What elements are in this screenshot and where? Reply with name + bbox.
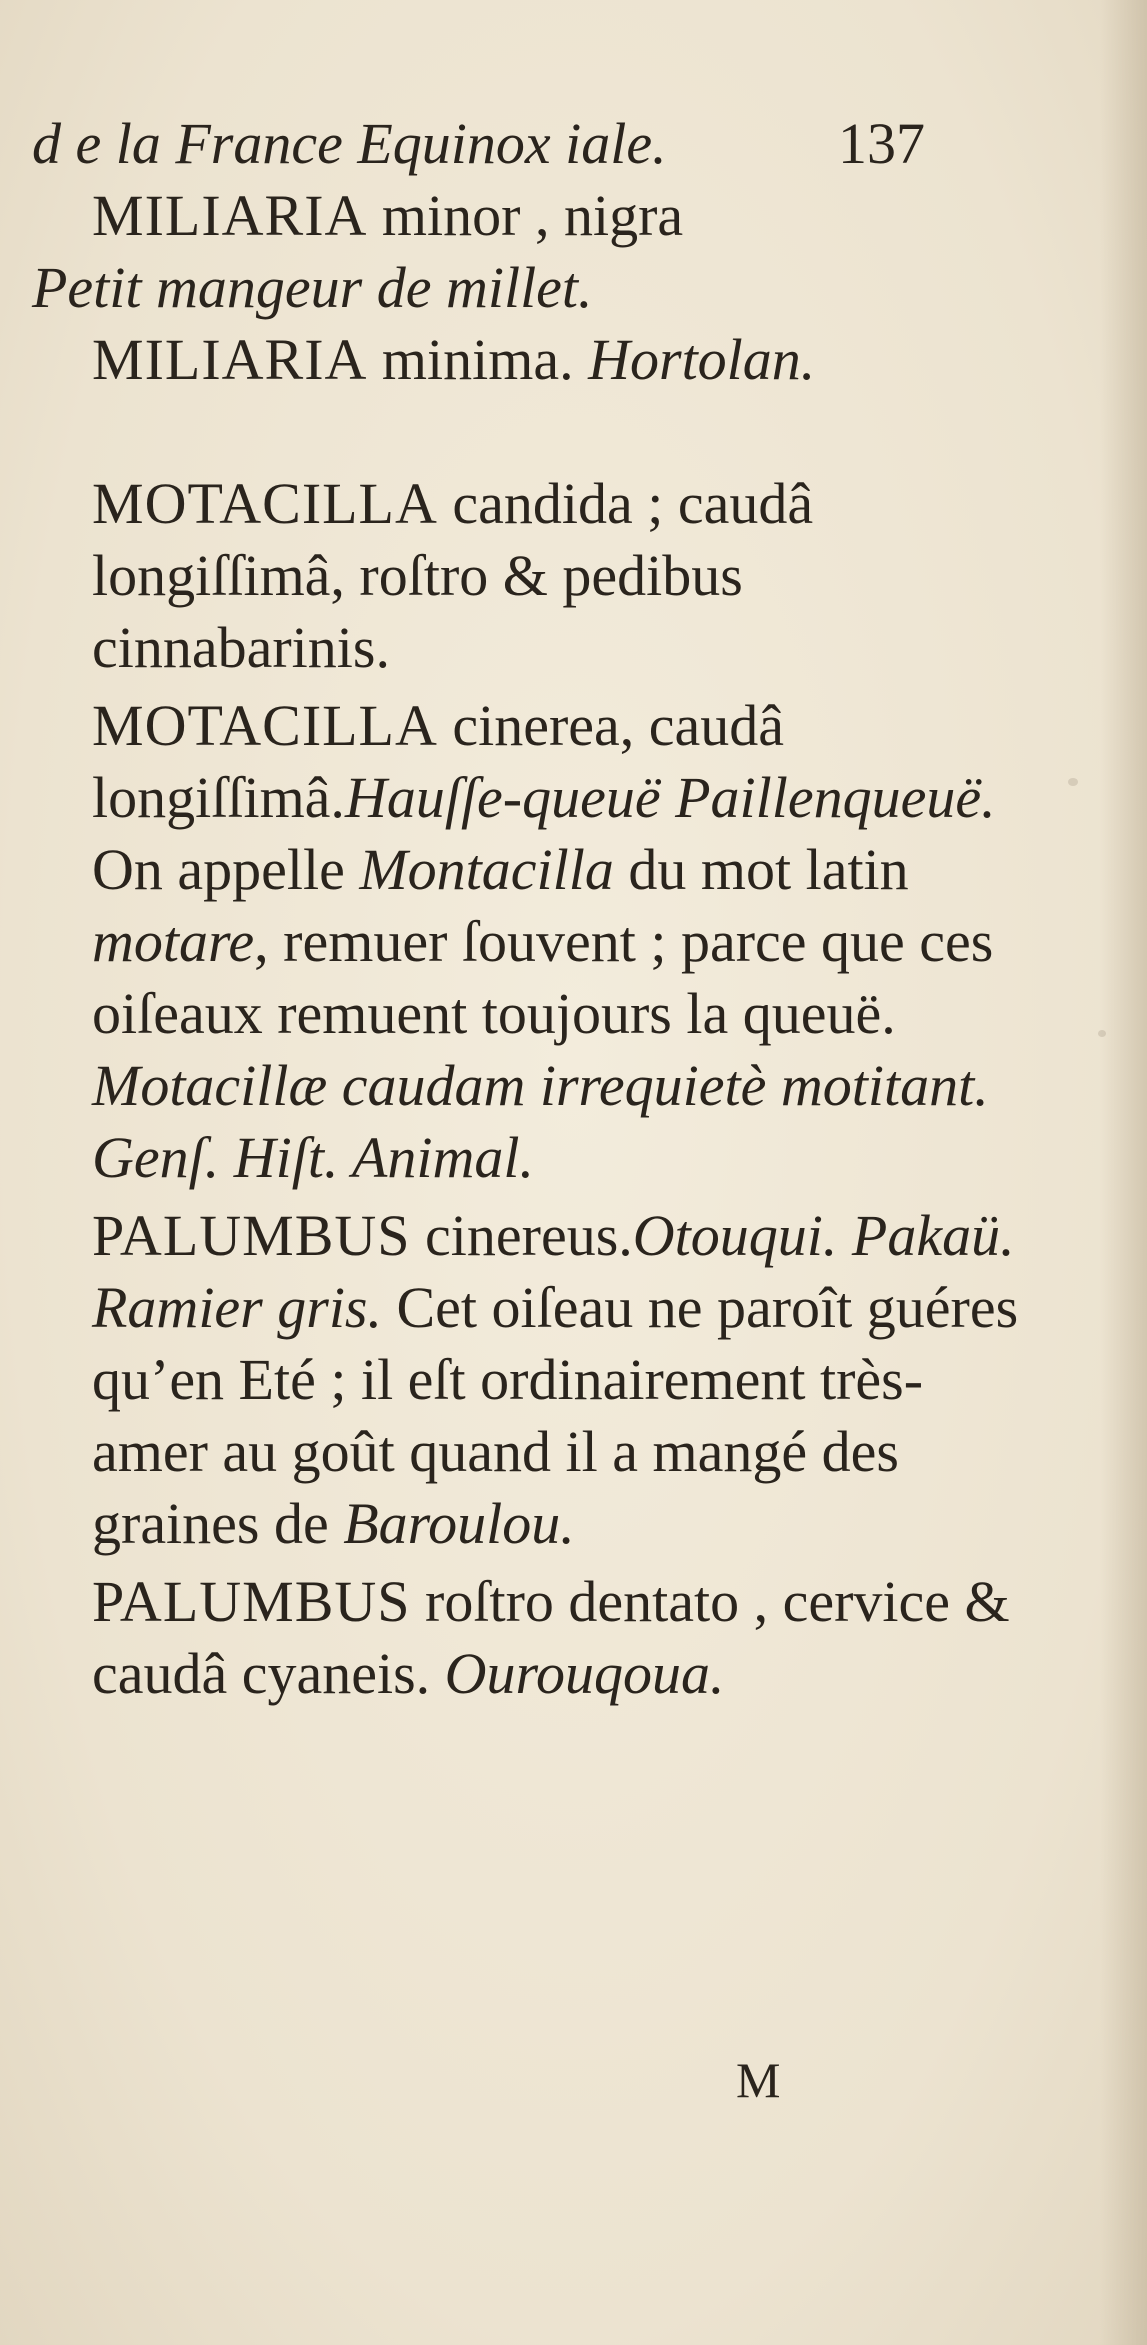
ink-smudge	[1098, 1030, 1106, 1037]
entry-name: MILIARIA	[92, 327, 368, 392]
entry-name: MILIARIA	[92, 183, 368, 248]
entry-motacilla-candida	[32, 468, 1032, 684]
entry-text: On appelle	[92, 837, 360, 902]
entry-native-names: Otouqui. Pakaü. Ramier gris.	[92, 1203, 1015, 1340]
entry-name: PALUMBUS	[92, 1203, 411, 1268]
entry-latin: roſtro dentato , cervice & caudâ cyaneis.	[92, 1569, 1010, 1706]
entry-name: PALUMBUS	[92, 1569, 411, 1634]
page-text	[32, 108, 1032, 2108]
page-gutter-shadow	[1100, 0, 1147, 2345]
ink-smudge	[1068, 778, 1078, 786]
entry-latin: minor , nigra	[367, 183, 684, 248]
entry-quote: Motacillæ caudam irrequietè motitant. Genſ. Hiſt. Animal.	[92, 1053, 989, 1190]
entry-latin: cinerea, caudâ longiſſimâ.	[92, 693, 785, 830]
entry-name: MOTACILLA	[92, 471, 438, 536]
entry-motacilla-cinerea	[32, 690, 1032, 1194]
catchword: M	[736, 2052, 781, 2108]
running-title: d e la France Equinox iale.	[32, 111, 667, 176]
entry-italic: Montacilla	[359, 837, 614, 902]
entry-italic: Baroulou.	[343, 1491, 575, 1556]
entry-text: Cet oiſeau ne paroît guéres qu’en Eté ; il eſt ordinairement très-amer au goût quand il a mangé des graines de	[92, 1275, 1019, 1556]
entry-palumbus-rostro	[32, 1566, 1032, 1710]
entry-miliaria-minor	[32, 180, 1032, 252]
entry-italic: motare	[92, 909, 255, 974]
entry-name: MOTACILLA	[92, 693, 438, 758]
entry-native-names: Ourouqoua.	[444, 1641, 725, 1706]
entry-latin: cinereus.	[410, 1203, 633, 1268]
running-header	[32, 108, 1032, 180]
entry-text: , remuer ſouvent ; parce que ces oiſeaux remuent toujours la queuë.	[92, 909, 994, 1046]
entry-latin: candida ; caudâ longiſſimâ, roſtro & pedibus cinnabarinis.	[92, 471, 814, 680]
entry-latin: minima.	[367, 327, 574, 392]
entry-french: Petit mangeur de millet.	[32, 255, 593, 320]
entry-french: Hauſſe-queuë Paillenqueuë.	[344, 765, 996, 830]
page-number: 137	[838, 111, 925, 176]
entry-text: du mot latin	[613, 837, 909, 902]
entry-miliaria-minima	[32, 324, 1032, 396]
entry-french: Hortolan.	[588, 327, 816, 392]
entry-palumbus-cinereus	[32, 1200, 1032, 1560]
